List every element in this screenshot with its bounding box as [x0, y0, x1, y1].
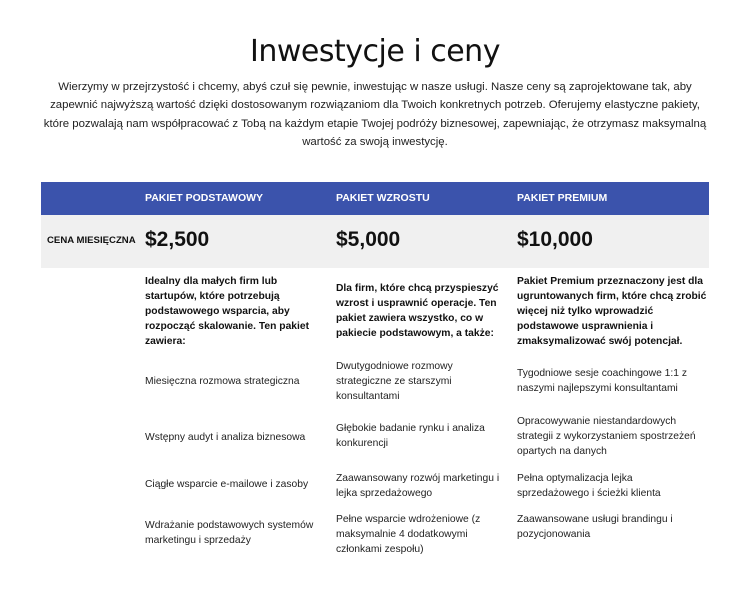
- feature-item: Wdrażanie podstawowych systemów marketingu i sprzedaży: [145, 520, 314, 546]
- plan-description-premium: Pakiet Premium przeznaczony jest dla ugruntowanych firm, które chcą zrobić więcej niż tylko wprowadzić podstawowe usprawnienia i zmaksymalizować swój potencjał.: [517, 276, 707, 347]
- feature-item: Ciągłe wsparcie e-mailowe i zasoby: [145, 479, 309, 490]
- plan-header-growth: PAKIET WZROSTU: [336, 192, 430, 204]
- feature-item: Wstępny audyt i analiza biznesowa: [145, 432, 306, 443]
- feature-item: Tygodniowe sesje coachingowe 1:1 z naszymi najlepszymi konsultantami: [517, 368, 688, 394]
- feature-item: Pełne wsparcie wdrożeniowe (z maksymalnie 4 dodatkowymi członkami zespołu): [336, 514, 481, 555]
- feature-item: Dwutygodniowe rozmowy strategiczne ze starszymi konsultantami: [336, 361, 453, 402]
- price-basic: $2,500: [145, 228, 210, 251]
- plan-description-basic: Idealny dla małych firm lub startupów, które potrzebują podstawowego wsparcia, aby rozpocząć skalowanie. Ten pakiet zawiera:: [145, 276, 310, 347]
- price-premium: $10,000: [517, 228, 593, 251]
- plan-header-basic: PAKIET PODSTAWOWY: [145, 192, 264, 204]
- plan-details: [41, 268, 709, 568]
- plan-description-growth: Dla firm, które chcą przyspieszyć wzrost i usprawnić operacje. Ten pakiet zawiera wszystko, co w pakiecie podstawowym, a także:: [336, 283, 499, 339]
- feature-item: Zaawansowany rozwój marketingu i lejka sprzedażowego: [336, 473, 500, 499]
- price-row-label: CENA MIESIĘCZNA: [47, 235, 136, 246]
- pricing-table: [41, 182, 709, 568]
- page-title: Inwestycje i ceny: [250, 34, 500, 69]
- feature-item: Miesięczna rozmowa strategiczna: [145, 376, 300, 387]
- price-row: [41, 215, 709, 268]
- plan-header-premium: PAKIET PREMIUM: [517, 192, 608, 204]
- intro-paragraph: Wierzymy w przejrzystość i chcemy, abyś czuł się pewnie, inwestując w nasze usługi. Nasze ceny są zaprojektowane tak, aby zapewnić najwyższą wartość dzięki dostosowanym rozwiązaniom dla Twoich konkretnych potrzeb. Oferujemy elastyczne pakiety, które pozwalają nam współpracować z Tobą na każdym etapie Twojej podróży biznesowej, zapewniając, że otrzymasz maksymalną wartość za swoją inwestycję.: [43, 81, 707, 148]
- feature-item: Głębokie badanie rynku i analiza konkurencji: [336, 423, 485, 449]
- table-header-row: [41, 182, 709, 215]
- feature-item: Opracowywanie niestandardowych strategii z wykorzystaniem spostrzeżeń opartych na danych: [517, 416, 696, 457]
- feature-item: Pełna optymalizacja lejka sprzedażowego i ścieżki klienta: [517, 473, 661, 499]
- feature-item: Zaawansowane usługi brandingu i pozycjonowania: [517, 514, 673, 540]
- price-growth: $5,000: [336, 228, 401, 251]
